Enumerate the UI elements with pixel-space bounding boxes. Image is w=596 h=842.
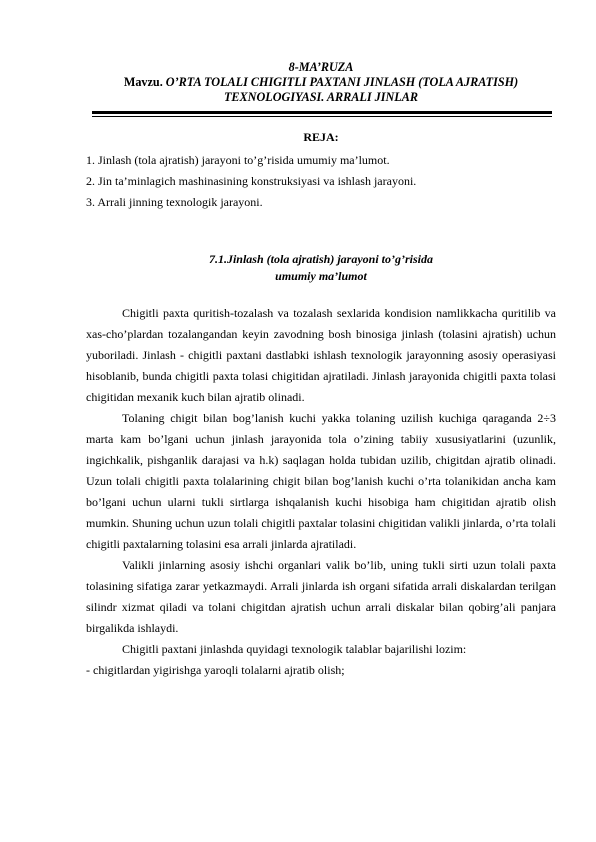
list-item: - chigitlardan yigirishga yaroqli tolalarni ajratib olish; xyxy=(86,663,345,677)
paragraph: Chigitli paxtani jinlashda quyidagi texnologik talablar bajarilishi lozim: xyxy=(122,642,467,656)
topic-line-1 xyxy=(86,75,556,90)
topic-label: Mavzu. xyxy=(123,75,163,89)
plan-title: REJA: xyxy=(303,130,339,144)
plan-item: 1. Jinlash (tola ajratish) jarayoni to’g’risida umumiy ma’lumot. xyxy=(86,153,390,167)
plan-list xyxy=(86,150,556,213)
plan-item: 2. Jin ta’minlagich mashinasining konstruksiyasi va ishlash jarayoni. xyxy=(86,174,417,188)
paragraph: Tolaning chigit bilan bog’lanish kuchi yakka tolaning uzilish kuchiga qaraganda 2÷3 marta kam bo’lgani uchun jinlash jarayonida tola o’zining tabiiy xususiyatlarini (uzunlik, ingichkalik, pishganlik darajasi va h.k) saqlagan holda tubidan uzilib, chigitdan ajratib olinadi. Uzun tolali chigitli paxta tolalarining chigit bilan bog’lanish kuchi o’rta tolanikidan ancha kam bo’lgani uchun ularni tukli sirtlarga ishqalanish kuchi hisobiga ham chigitidan ajratib olish mumkin. Shuning uchun uzun tolali chigitli paxtalar tolasini chigitidan valikli jinlarda, o’rta tolali chigitli paxtalarning tolasini esa arrali jinlarda ajratiladi. xyxy=(86,411,556,551)
section-title-line-1: 7.1.Jinlash (tola ajratish) jarayoni to’g’risida xyxy=(208,252,434,266)
header-divider-thick xyxy=(92,111,552,114)
document-header xyxy=(86,60,556,105)
topic-title-part-1: O’RTA TOLALI CHIGITLI PAXTANI JINLASH (TOLA AJRATISH) xyxy=(165,75,519,89)
topic-title-part-2: TEXNOLOGIYASI. ARRALI JINLAR xyxy=(223,90,419,104)
header-divider-thin xyxy=(92,116,552,117)
body-text xyxy=(86,303,556,681)
paragraph: Valikli jinlarning asosiy ishchi organlari valik bo’lib, uning tukli sirti uzun tolali paxta tolasining sifatiga zarar yetkazmaydi. Arrali jinlarda ish organi sifatida arrali diskalardan terilgan silindr xizmat qiladi va tolani chigitdan ajratish uchun arrali diskalar bilan qobirg’ali panjara birgalikda ishlaydi. xyxy=(86,558,556,635)
plan-item: 3. Arrali jinning texnologik jarayoni. xyxy=(86,195,263,209)
section-title-line-2: umumiy ma’lumot xyxy=(275,269,367,283)
paragraph: Chigitli paxta quritish-tozalash va tozalash sexlarida kondision namlikkacha quritilib va xas-cho’plardan tozalangandan keyin zavodning bosh binosiga jinlash (tolasini ajratish) uchun yuboriladi. Jinlash - chigitli paxtani dastlabki ishlash texnologik jarayonning asosiy operasiyasi hisoblanib, bunda chigitli paxta tolasi chigitidan ajratiladi. Jinlash jarayonida chigitli paxta tolasi chigitidan mexanik kuch bilan ajratib olinadi. xyxy=(86,306,556,404)
lecture-number: 8-MA’RUZA xyxy=(288,60,354,74)
section-title xyxy=(86,251,556,285)
